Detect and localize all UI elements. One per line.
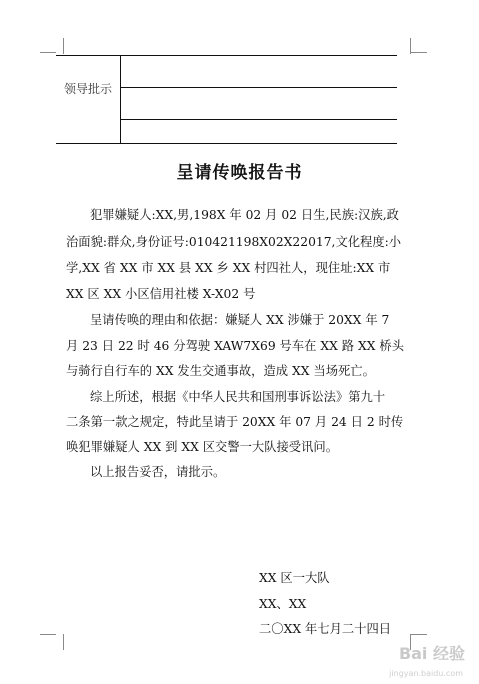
crop-mark-bottom-left-h bbox=[40, 634, 56, 635]
body-line: 唤犯罪嫌疑人 XX 到 XX 区交警一大队接受讯问。 bbox=[66, 440, 338, 454]
body-line: 以上报告妥否，请批示。 bbox=[90, 465, 226, 479]
body-line: 二条第一款之规定，特此呈请于 20XX 年 07 月 24 日 2 时传 bbox=[66, 415, 404, 429]
crop-mark-bottom-right-h bbox=[411, 634, 427, 635]
body-line: 治面貌:群众,身份证号:010421198X02X22017,文化程度:小 bbox=[66, 235, 402, 249]
approval-section bbox=[56, 55, 397, 144]
approval-line-1 bbox=[120, 87, 397, 88]
crop-mark-top-left-h bbox=[40, 52, 56, 53]
crop-mark-top-left-v bbox=[63, 38, 64, 54]
body-line: 呈请传唤的理由和依据：嫌疑人 XX 涉嫌于 20XX 年 7 bbox=[90, 313, 390, 327]
crop-mark-top-right-h bbox=[411, 52, 427, 53]
watermark-logo: Bai 经验 bbox=[398, 644, 465, 663]
body-line: 犯罪嫌疑人:XX,男,198X 年 02 月 02 日生,民族:汉族,政 bbox=[90, 208, 399, 222]
signature-date: 二〇XX 年七月二十四日 bbox=[259, 622, 392, 636]
watermark-url: jingyan.baidu.com bbox=[389, 669, 463, 678]
crop-mark-top-right-v bbox=[410, 38, 411, 54]
approval-label: 领导批示 bbox=[64, 82, 113, 96]
approval-line-2 bbox=[120, 119, 397, 120]
signature-unit: XX 区一大队 bbox=[259, 571, 330, 585]
body-line: XX 区 XX 小区信用社楼 X-X02 号 bbox=[66, 287, 256, 301]
body-line: 学,XX 省 XX 市 XX 县 XX 乡 XX 村四社人，现住址:XX 市 bbox=[66, 261, 391, 275]
crop-mark-bottom-left-v bbox=[63, 634, 64, 650]
body-line: 月 23 日 22 时 46 分驾驶 XAW7X69 号车在 XX 路 XX 桥头 bbox=[66, 339, 404, 353]
body-line: 与骑行自行车的 XX 发生交通事故，造成 XX 当场死亡。 bbox=[66, 364, 375, 378]
document-title: 呈请传唤报告书 bbox=[176, 163, 303, 183]
signature-names: XX、XX bbox=[259, 597, 307, 611]
approval-divider-vertical bbox=[120, 56, 121, 143]
body-line: 综上所述，根据《中华人民共和国刑事诉讼法》第九十 bbox=[90, 390, 386, 404]
